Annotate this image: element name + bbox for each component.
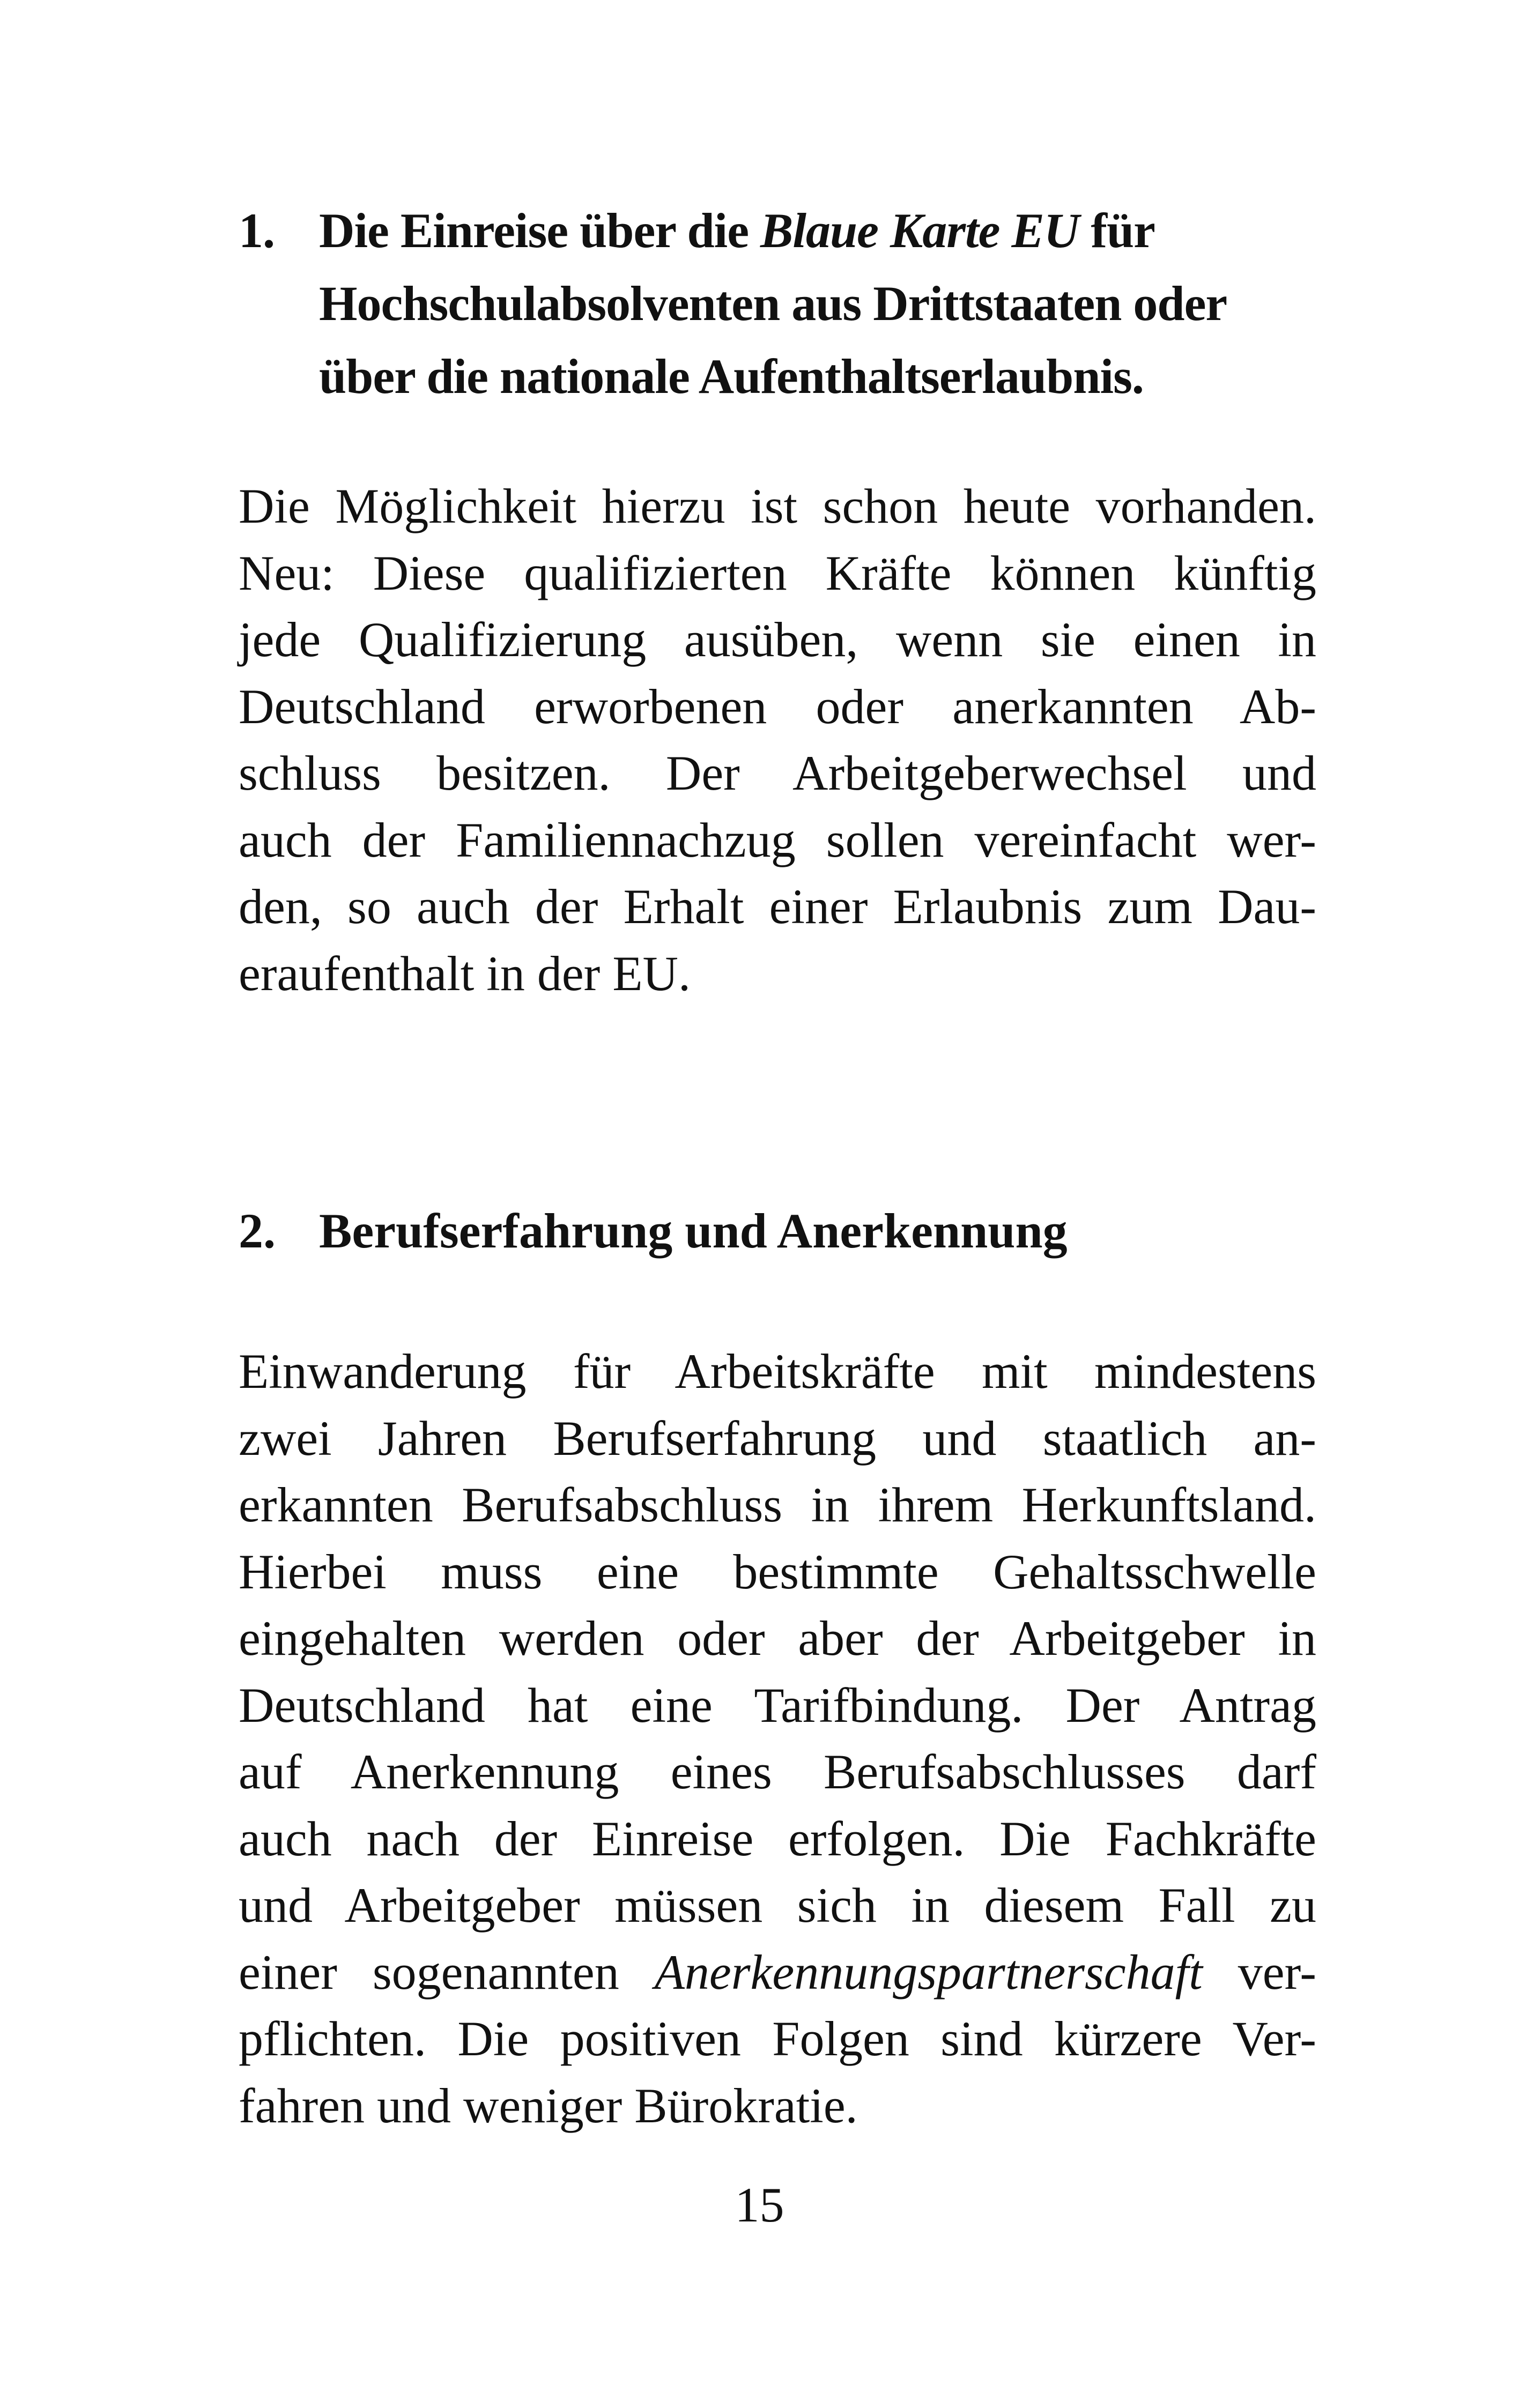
paragraph-line: Deutschland erworbenen oder anerkannten Ab- [239, 679, 1316, 734]
paragraph-line: auch der Familiennachzug sollen vereinfacht wer- [239, 812, 1316, 867]
paragraph-line: eraufenthalt in der EU. [239, 946, 691, 1001]
section-1-paragraph [239, 473, 1316, 1007]
page-number: 15 [735, 2177, 784, 2232]
paragraph-line: Neu: Diese qualifizierten Kräfte können künftig [239, 545, 1316, 600]
section-1-title-part-1: Die Einreise über die [319, 203, 761, 258]
line-part: einer sogenannten [239, 1944, 655, 2000]
section-1-title-line-2: Hochschulabsolventen aus Drittstaaten oder [319, 276, 1227, 331]
paragraph-line: auf Anerkennung eines Berufsabschlusses darf [239, 1744, 1316, 1799]
paragraph-line: schluss besitzen. Der Arbeitgeberwechsel und [239, 746, 1316, 800]
paragraph-line-with-italic [239, 1939, 1316, 2006]
section-1-title-line-1 [319, 194, 1316, 267]
section-2-paragraph [239, 1338, 1316, 2139]
section-2-title: Berufserfahrung und Anerkennung [319, 1203, 1068, 1258]
paragraph-line: Hierbei muss eine bestimmte Gehaltsschwelle [239, 1544, 1316, 1599]
section-1-title-line-3: über die nationale Aufenthaltserlaubnis. [319, 349, 1144, 404]
section-1-title-italic: Blaue Karte EU [760, 203, 1079, 258]
paragraph-line: auch nach der Einreise erfolgen. Die Fachkräfte [239, 1811, 1316, 1866]
paragraph-line: eingehalten werden oder aber der Arbeitgeber in [239, 1611, 1316, 1666]
section-1-title [319, 194, 1316, 413]
section-1-heading [239, 194, 1316, 413]
paragraph-line: Deutschland hat eine Tarifbindung. Der Antrag [239, 1677, 1316, 1733]
section-2-heading [239, 1194, 1316, 1267]
paragraph-line: jede Qualifizierung ausüben, wenn sie einen in [239, 612, 1316, 667]
section-1-title-part-2: für [1079, 203, 1155, 258]
paragraph-line: den, so auch der Erhalt einer Erlaubnis zum Dau- [239, 879, 1316, 934]
paragraph-line: zwei Jahren Berufserfahrung und staatlich an- [239, 1410, 1316, 1466]
section-2-number: 2. [239, 1203, 276, 1258]
paragraph-line: erkannten Berufsabschluss in ihrem Herkunftsland. [239, 1477, 1316, 1532]
line-part: ver- [1202, 1944, 1317, 2000]
paragraph-line: Die Möglichkeit hierzu ist schon heute vorhanden. [239, 479, 1316, 533]
section-1-number: 1. [239, 203, 275, 258]
paragraph-line: fahren und weniger Bürokratie. [239, 2078, 858, 2133]
italic-term: Anerkennungspartnerschaft [654, 1944, 1203, 2000]
paragraph-line: pflichten. Die positiven Folgen sind kürzere Ver- [239, 2011, 1316, 2066]
paragraph-line: und Arbeitgeber müssen sich in diesem Fall zu [239, 1878, 1316, 1933]
paragraph-line: Einwanderung für Arbeitskräfte mit mindestens [239, 1344, 1316, 1399]
